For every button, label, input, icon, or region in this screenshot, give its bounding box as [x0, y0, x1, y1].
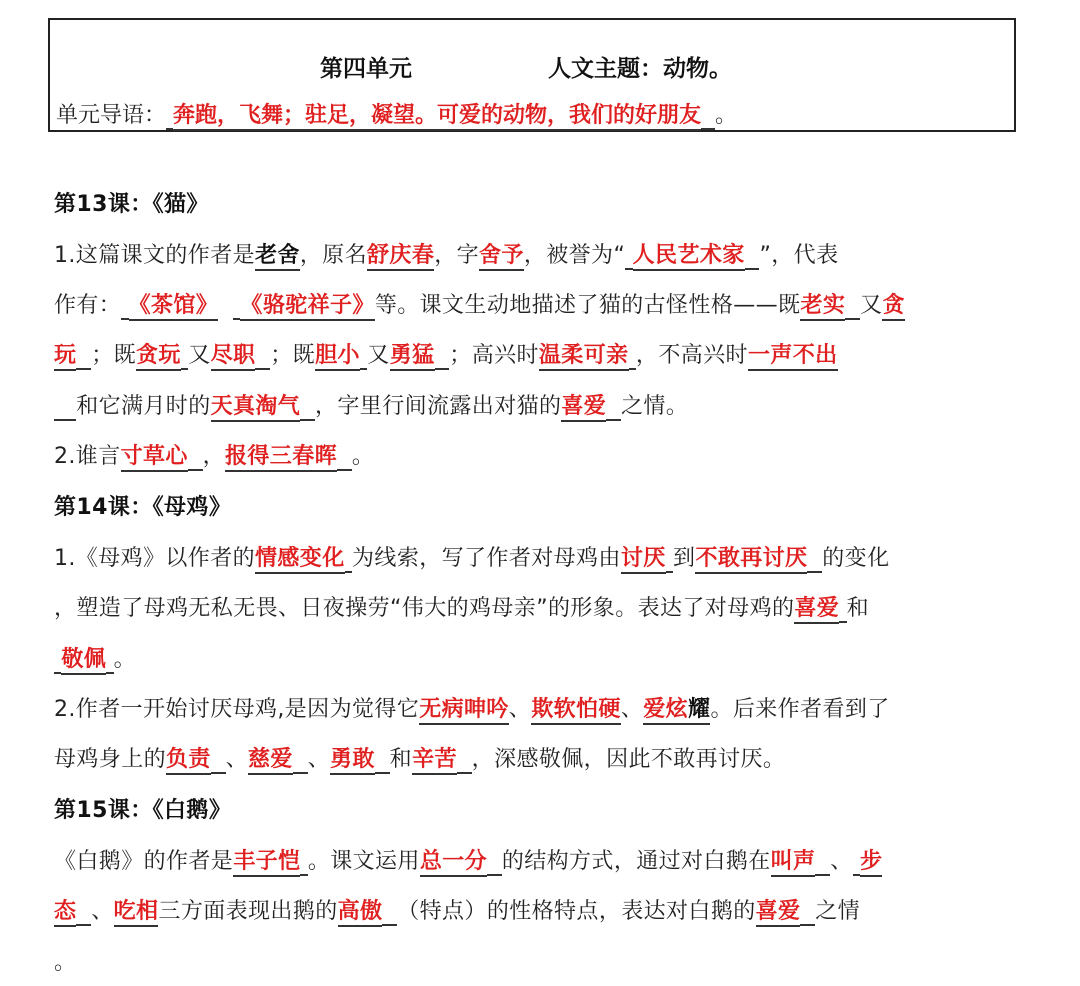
answer-trait-2b: 玩 — [54, 343, 76, 371]
lesson13-line2: 作有： 《茶馆》 《骆驼祥子》等。课文生动地描述了猫的古怪性格——既老实 又贪 — [54, 288, 905, 319]
answer-virtue-2: 慈爱 — [248, 747, 293, 775]
answer-trait-2a: 贪 — [882, 293, 904, 321]
unit-intro: 单元导语： 奔跑，飞舞；驻足，凝望。可爱的动物，我们的好朋友 。 — [56, 98, 737, 129]
answer-trait-6: 勇猛 — [390, 343, 435, 371]
answer-goose-trait: 高傲 — [338, 899, 383, 927]
answer-aspect-3: 吃相 — [114, 899, 159, 927]
lesson14-line4: 2.作者一开始讨厌母鸡,是因为觉得它无病呻吟、欺软怕硬、爱炫耀。后来作者看到了 — [54, 692, 890, 723]
answer-title: 人民艺术家 — [633, 243, 745, 271]
lesson15-line2: 态 、吃相三方面表现出鹅的高傲 （特点）的性格特点，表达对白鹅的喜爱 之情 — [54, 894, 860, 925]
answer-courtesy-name: 舍予 — [479, 243, 524, 271]
answer-poem-2: 报得三春晖 — [225, 444, 337, 472]
answer-work-2: 《骆驼祥子》 — [240, 293, 374, 321]
answer-virtue-1: 负责 — [166, 747, 211, 775]
lesson14-line1: 1.《母鸡》以作者的情感变化 为线索，写了作者对母鸡由讨厌 到不敢再讨厌 的变化 — [54, 541, 889, 572]
lesson13-heading: 第13课：《猫》 — [54, 192, 209, 217]
answer-trait-9: 天真淘气 — [211, 394, 301, 422]
answer-goose-emotion: 喜爱 — [756, 899, 801, 927]
answer-trait-5: 胆小 — [315, 343, 360, 371]
answer-original-name: 舒庆春 — [367, 243, 434, 271]
answer-author: 老舍 — [255, 243, 300, 271]
answer-aspect-2b: 态 — [54, 899, 76, 927]
intro-label: 单元导语： — [56, 103, 167, 128]
lesson14-line3: 敬佩 。 — [54, 642, 136, 673]
answer-respect: 敬佩 — [61, 647, 106, 675]
unit-theme: 人文主题：动物。 — [548, 56, 732, 82]
lesson14-line5: 母鸡身上的负责 、慈爱 、勇敢 和辛苦 ，深感敬佩，因此不敢再讨厌。 — [54, 742, 785, 773]
answer-poem-1: 寸草心 — [121, 444, 188, 472]
lesson13-line1: 1.这篇课文的作者是老舍，原名舒庆春，字舍予，被誉为“ 人民艺术家 ”，代表 — [54, 238, 838, 269]
answer-virtue-4: 辛苦 — [412, 747, 457, 775]
lesson13-line4: 和它满月时的天真淘气 ，字里行间流露出对猫的喜爱 之情。 — [54, 389, 688, 420]
answer-clue: 情感变化 — [255, 546, 345, 574]
answer-trait-4: 尽职 — [211, 343, 256, 371]
answer-emotion: 喜爱 — [561, 394, 606, 422]
lesson15-line1: 《白鹅》的作者是丰子恺 。课文运用总一分 的结构方式，通过对白鹅在叫声 、 步 — [54, 844, 882, 875]
unit-name: 第四单元 — [320, 56, 412, 82]
lesson13-line5: 2.谁言寸草心 ，报得三春晖 。 — [54, 439, 374, 470]
answer-like: 喜爱 — [794, 596, 839, 624]
answer-virtue-3: 勇敢 — [330, 747, 375, 775]
answer-fault-2: 欺软怕硬 — [531, 697, 621, 725]
answer-fault-1: 无病呻吟 — [419, 697, 509, 725]
answer-trait-1: 老实 — [800, 293, 845, 321]
answer-fault-3: 爱炫 — [643, 697, 688, 725]
lesson15-heading: 第15课：《白鹅》 — [54, 798, 232, 823]
unit-header-box — [48, 18, 1016, 132]
lesson15-line3: 。 — [54, 950, 77, 975]
answer-aspect-2a: 步 — [860, 849, 882, 877]
lesson14-heading: 第14课：《母鸡》 — [54, 495, 232, 520]
lesson14-line2: ，塑造了母鸡无私无畏、日夜操劳“伟大的鸡母亲”的形象。表达了对母鸡的喜爱 和 — [54, 591, 869, 622]
answer-aspect-1: 叫声 — [771, 849, 816, 877]
answer-work-1: 《茶馆》 — [129, 293, 219, 321]
answer-structure: 总一分 — [420, 849, 487, 877]
answer-to: 不敢再讨厌 — [695, 546, 807, 574]
lesson13-line3: 玩 ；既贪玩 又尽职 ；既胆小 又勇猛 ；高兴时温柔可亲 ，不高兴时一声不出 — [54, 338, 838, 369]
answer-trait-8: 一声不出 — [748, 343, 838, 371]
answer-trait-7: 温柔可亲 — [539, 343, 629, 371]
intro-answer: 奔跑，飞舞；驻足，凝望。可爱的动物，我们的好朋友 — [173, 103, 701, 131]
answer-trait-3: 贪玩 — [136, 343, 181, 371]
answer-from: 讨厌 — [621, 546, 666, 574]
answer-goose-author: 丰子恺 — [233, 849, 300, 877]
